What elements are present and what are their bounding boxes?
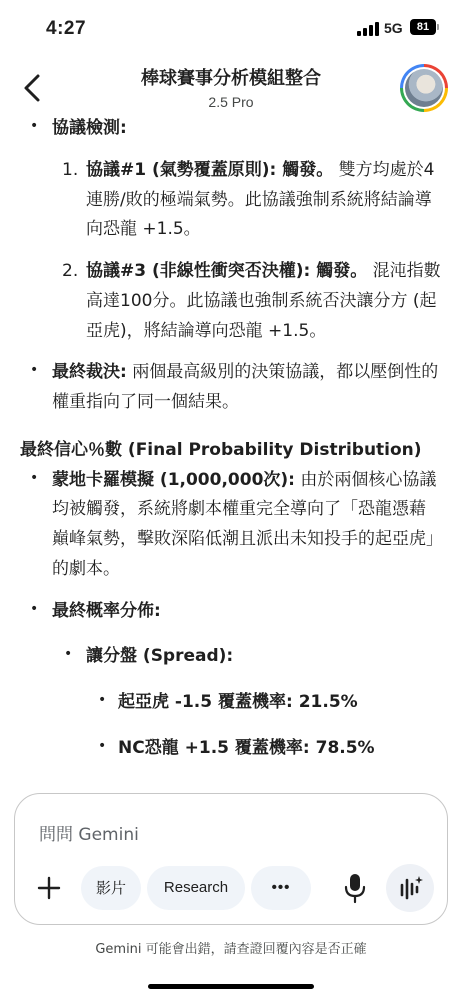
status-time: 4:27 (46, 18, 87, 39)
home-indicator[interactable] (148, 984, 314, 989)
protocol-check-label: 協議檢測: (52, 118, 127, 138)
list-item (0, 114, 462, 144)
battery-tip (437, 24, 439, 30)
protocol-title: 協議#1 (氣勢覆蓋原則): 觸發。 (86, 159, 334, 180)
item-number: 1. (62, 159, 79, 180)
mic-icon (341, 870, 369, 906)
live-button[interactable] (386, 864, 434, 912)
list-item (0, 642, 462, 672)
prompt-input-card[interactable] (14, 793, 448, 925)
avatar-icon (405, 69, 443, 107)
live-audio-icon (386, 864, 434, 912)
list-item (0, 688, 462, 718)
mic-button[interactable] (341, 870, 369, 906)
list-item (0, 466, 462, 585)
network-label: 5G (384, 20, 403, 36)
prompt-input[interactable]: 問問 Gemini (39, 825, 139, 845)
list-item (0, 156, 462, 245)
add-button[interactable] (29, 868, 69, 908)
plus-icon (29, 868, 69, 908)
battery-icon: 81 (410, 19, 436, 35)
chat-header (0, 52, 462, 122)
spread-label: 讓分盤 (Spread): (86, 646, 234, 667)
spread-line: NC恐龍 +1.5 覆蓋機率: 78.5% (118, 737, 375, 758)
section-heading: 最終信心％數 (Final Probability Distribution) (20, 439, 422, 460)
item-number: 2. (62, 261, 79, 281)
distribution-label: 最終概率分佈: (52, 600, 161, 621)
disclaimer: Gemini 可能會出錯，請查證回覆內容是否正確 (95, 942, 367, 957)
spread-line: 起亞虎 -1.5 覆蓋機率: 21.5% (118, 692, 358, 712)
video-chip[interactable]: 影片 (81, 866, 141, 910)
chat-title[interactable]: 棒球賽事分析模組整合 (141, 68, 321, 89)
status-bar (0, 0, 462, 52)
signal-icon (357, 22, 381, 36)
list-item (0, 257, 462, 346)
protocol-body: 混沌指數高達100分。此協議也強制系統否決讓分方 (起亞虎)，將結論導向恐龍 +1.5。 (86, 261, 441, 341)
list-item (0, 734, 462, 764)
monte-carlo-label: 蒙地卡羅模擬 (1,000,000次): (52, 469, 295, 490)
model-label[interactable]: 2.5 Pro (208, 94, 254, 110)
list-item (0, 358, 462, 418)
list-item (0, 597, 462, 627)
final-ruling-body: 兩個最高級別的決策協議，都以壓倒性的權重指向了同一個結果。 (52, 362, 439, 412)
research-chip[interactable]: Research (147, 866, 245, 910)
more-button[interactable]: ••• (251, 866, 311, 910)
final-ruling-label: 最終裁決: (52, 362, 127, 383)
response-content (0, 114, 462, 792)
protocol-title: 協議#3 (非線性衝突否決權): 觸發。 (86, 261, 368, 281)
monte-carlo-body: 由於兩個核心協議均被觸發，系統將劇本權重完全導向了「恐龍憑藉巔峰氣勢，擊敗深陷低潮且派出未知投手的起亞虎」的劇本。 (52, 469, 437, 579)
protocol-body: 雙方均處於4連勝/敗的極端氣勢。此協議強制系統將結論導向恐龍 +1.5。 (86, 159, 435, 240)
avatar[interactable] (400, 64, 448, 112)
